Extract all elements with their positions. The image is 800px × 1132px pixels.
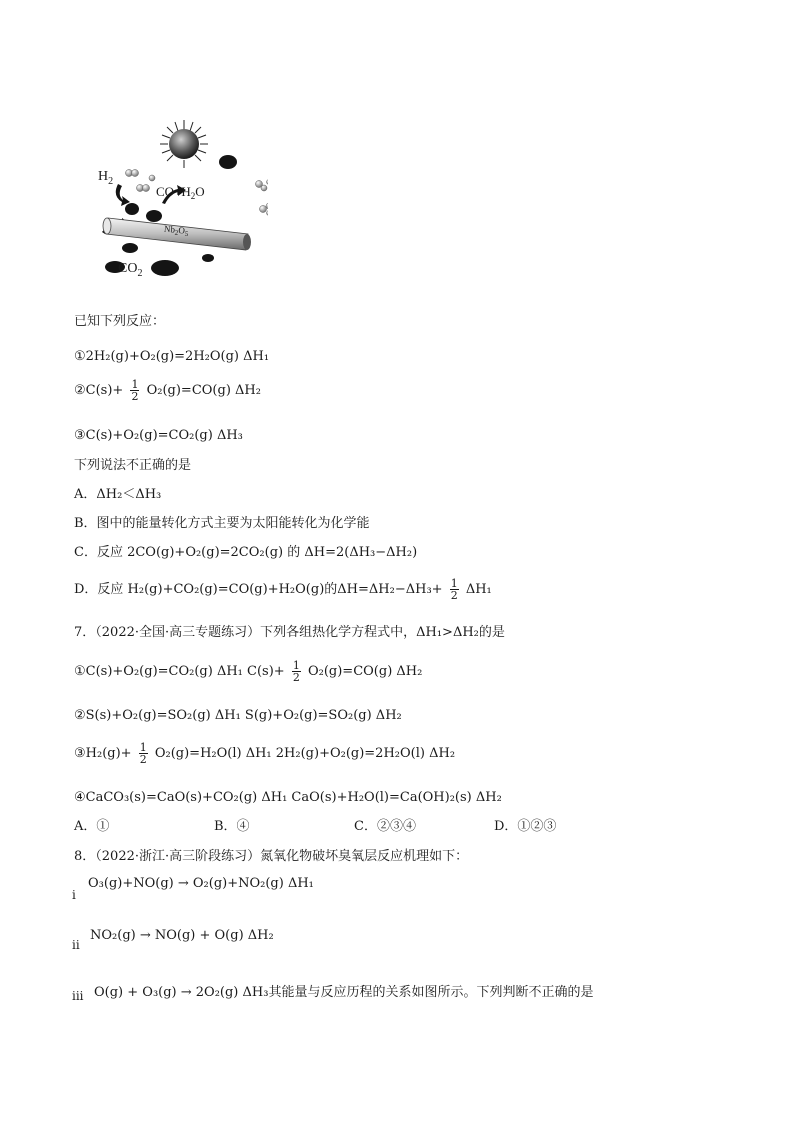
q7-group-4: ④CaCO₃(s)=CaO(s)+CO₂(g) ΔH₁ CaO(s)+H₂O(l)=Ca(OH)₂(s) ΔH₂ (74, 790, 502, 805)
h2-label: $H_2$ (98, 169, 114, 187)
q6-stem: 下列说法不正确的是 (74, 458, 192, 473)
q6-option-d (74, 578, 492, 601)
q7-group-3-suffix: O₂(g)=H₂O(l) ΔH₁ 2H₂(g)+O₂(g)=2H₂O(l) ΔH₂ (154, 746, 456, 761)
fraction: $\frac{1}{2}$ (292, 659, 300, 684)
sun-icon (160, 120, 208, 168)
q6-reaction-2-prefix: ②C(s)+ (74, 383, 124, 398)
q6-option-d-suffix: ΔH₁ (465, 582, 492, 597)
q6-reaction-1: ①2H₂(g)+O₂(g)=2H₂O(g) ΔH₁ (74, 349, 270, 364)
q7-option-b: B．④ (214, 819, 250, 834)
q7-group-3 (74, 742, 455, 765)
co2-label: $CO_2$ (118, 261, 143, 279)
q7-group-1 (74, 660, 422, 683)
q8-step-iii-equation (94, 981, 593, 1000)
q8-step-iii-tail: 其能量与反应历程的关系如图所示。下列判断不正确的是 (268, 985, 594, 1000)
q8-step-ii-equation: NO₂(g) → NO(g) + O(g) ΔH₂ (90, 928, 274, 943)
fraction: $\frac{1}{2}$ (139, 741, 147, 766)
q7-group-3-prefix: ③H₂(g)+ (74, 746, 132, 761)
q8-step-iii-eq: O(g) + O₃(g) → 2O₂(g) ΔH₃ (94, 985, 269, 1000)
catalyst-label: $Nb_2O_5$ (163, 223, 189, 239)
q7-group-1-suffix: O₂(g)=CO(g) ΔH₂ (307, 664, 423, 679)
q7-option-d: D．①②③ (494, 819, 557, 834)
q6-reaction-3: ③C(s)+O₂(g)=CO₂(g) ΔH₃ (74, 428, 243, 443)
q7-option-c: C．②③④ (354, 819, 416, 834)
q8-step-i-label: i (72, 888, 76, 902)
q6-reaction-2 (74, 379, 261, 402)
q7-stem: 7．（2022·全国·高三专题练习）下列各组热化学方程式中，ΔH₁>ΔH₂的是 (74, 625, 505, 640)
q6-option-b: B．图中的能量转化方式主要为太阳能转化为化学能 (74, 516, 370, 531)
q8-step-i-equation: O₃(g)+NO(g) → O₂(g)+NO₂(g) ΔH₁ (88, 876, 314, 891)
co-h2o-label: $CO+H_2O$ (156, 184, 205, 201)
q6-option-a: A．ΔH₂＜ΔH₃ (74, 487, 162, 502)
q8-step-iii-label: iii (72, 989, 84, 1003)
q6-intro: 已知下列反应： (74, 314, 166, 329)
catalysis-figure (88, 118, 268, 286)
q6-option-d-prefix: D．反应 H₂(g)+CO₂(g)=CO(g)+H₂O(g)的ΔH=ΔH₂−ΔH₃+ (74, 582, 443, 597)
q6-option-c: C．反应 2CO(g)+O₂(g)=2CO₂(g) 的 ΔH=2(ΔH₃−ΔH₂) (74, 545, 418, 560)
q7-group-1-prefix: ①C(s)+O₂(g)=CO₂(g) ΔH₁ C(s)+ (74, 664, 285, 679)
q7-option-a: A．① (74, 819, 110, 834)
q7-group-2: ②S(s)+O₂(g)=SO₂(g) ΔH₁ S(g)+O₂(g)=SO₂(g) ΔH₂ (74, 708, 402, 723)
q8-step-ii-label: ii (72, 938, 80, 952)
q6-reaction-2-suffix: O₂(g)=CO(g) ΔH₂ (146, 383, 261, 398)
fraction: $\frac{1}{2}$ (131, 378, 139, 403)
fraction: $\frac{1}{2}$ (450, 577, 458, 602)
q8-stem: 8．（2022·浙江·高三阶段练习）氮氧化物破坏臭氧层反应机理如下： (74, 849, 469, 864)
